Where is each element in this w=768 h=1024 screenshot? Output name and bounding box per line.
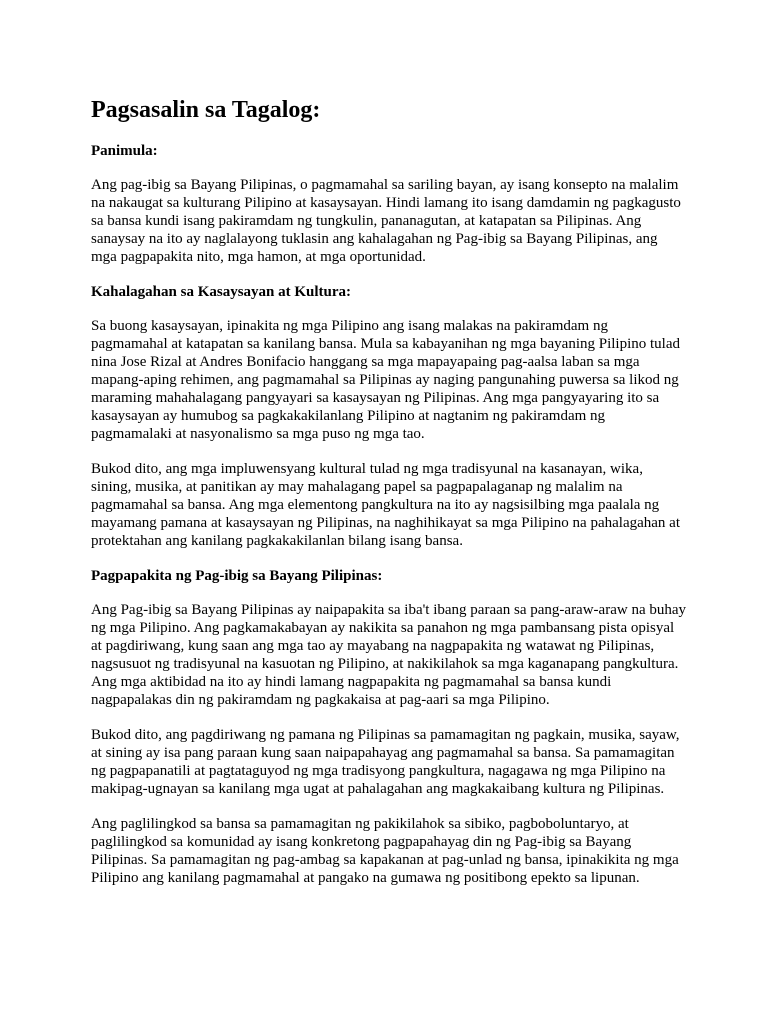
document-title: Pagsasalin sa Tagalog: (91, 97, 321, 123)
document-page (91, 96, 687, 904)
paragraph: Ang paglilingkod sa bansa sa pamamagitan ng pakikilahok sa sibiko, pagboboluntaryo, at paglilingkod sa komunidad ay isang konkretong pagpapahayag din ng Pag-ibig sa Bayang Pilipinas. Sa pamamagitan ng pag-ambag sa kapakanan at pag-unlad ng bansa, ipinakikita ng mga Pilipino ang kanilang pagmamahal at pangako na gumawa ng positibong epekto sa lipunan. (91, 816, 679, 886)
section-heading-panimula: Panimula: (91, 143, 158, 159)
section-heading-pagpapakita: Pagpapakita ng Pag-ibig sa Bayang Pilipinas: (91, 568, 383, 584)
paragraph: Bukod dito, ang pagdiriwang ng pamana ng Pilipinas sa pamamagitan ng pagkain, musika, sayaw, at sining ay isa pang paraan kung saan naipapahayag ang pagmamahal sa bansa. Sa pamamagitan ng pagpapanatili at pagtataguyod ng mga tradisyong pangkultura, nagagawa ng mga Pilipino na makipag-ugnayan sa kanilang mga ugat at pahalagahan ang magkakaibang kultura ng Pilipinas. (91, 727, 680, 797)
paragraph: Sa buong kasaysayan, ipinakita ng mga Pilipino ang isang malakas na pakiramdam ng pagmamahal at katapatan sa kanilang bansa. Mula sa kabayanihan ng mga bayaning Pilipino tulad nina Jose Rizal at Andres Bonifacio hanggang sa mga mapayapaing pag-aalsa laban sa mga mapang-aping rehimen, ang pagmamahal sa Pilipinas ay naging pangunahing puwersa sa likod ng maraming mahahalagang pangyayari sa kasaysayan ng Pilipinas. Ang mga pangyayaring ito sa kasaysayan ay humubog sa pagkakakilanlang Pilipino at nagtanim ng pakiramdam ng pagmamalaki at nasyonalismo sa mga puso ng mga tao. (91, 318, 680, 442)
paragraph: Bukod dito, ang mga impluwensyang kultural tulad ng mga tradisyunal na kasanayan, wika, sining, musika, at panitikan ay may mahalagang papel sa pagpapalaganap ng malalim na pagmamahal sa bansa. Ang mga elementong pangkultura na ito ay nagsisilbing mga paalala ng mayamang pamana at kasaysayan ng Pilipinas, na naghihikayat sa mga Pilipino na pahalagahan at protektahan ang kanilang pagkakakilanlan bilang isang bansa. (91, 461, 680, 549)
section-heading-kahalagahan: Kahalagahan sa Kasaysayan at Kultura: (91, 284, 352, 300)
paragraph: Ang Pag-ibig sa Bayang Pilipinas ay naipapakita sa iba't ibang paraan sa pang-araw-araw na buhay ng mga Pilipino. Ang pagkamakabayan ay nakikita sa panahon ng mga pambansang pista opisyal at pagdiriwang, kung saan ang mga tao ay mayabang na nagpapakita ng watawat ng Pilipinas, nagsusuot ng tradisyunal na kasuotan ng Pilipino, at nakikilahok sa mga kaganapang pangkultura. Ang mga aktibidad na ito ay hindi lamang nagpapakita ng pagmamahal sa bansa kundi nagpapalakas din ng pakiramdam ng pagkakaisa at pag-aari sa mga Pilipino. (91, 602, 687, 708)
paragraph: Ang pag-ibig sa Bayang Pilipinas, o pagmamahal sa sariling bayan, ay isang konsepto na malalim na nakaugat sa kulturang Pilipino at kasaysayan. Hindi lamang ito isang damdamin ng pagkagusto sa bansa kundi isang pakiramdam ng tungkulin, pananagutan, at katapatan sa Pilipinas. Ang sanaysay na ito ay naglalayong tuklasin ang kahalagahan ng Pag-ibig sa Bayang Pilipinas, ang mga pagpapakita nito, mga hamon, at mga oportunidad. (91, 177, 681, 265)
